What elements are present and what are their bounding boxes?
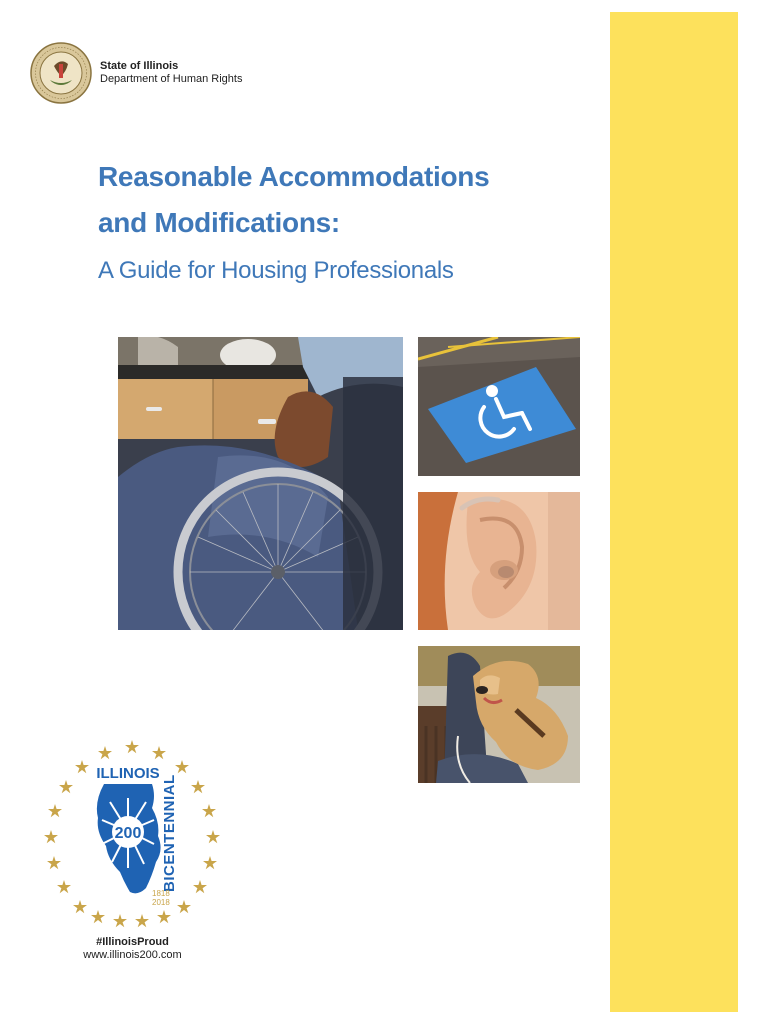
state-name: State of Illinois <box>100 60 179 72</box>
logo-bicentennial: BICENTENNIAL <box>161 774 178 892</box>
accessible-parking-photo <box>418 337 580 476</box>
page-subtitle: A Guide for Housing Professionals <box>98 257 454 284</box>
hearing-aid-photo <box>418 492 580 630</box>
title-line-1: Reasonable Accommodations <box>98 161 490 192</box>
logo-number: 200 <box>114 825 142 842</box>
hashtag: #IllinoisProud <box>96 936 169 948</box>
illinois-bicentennial-logo <box>34 736 230 928</box>
state-seal-logo <box>30 42 92 104</box>
service-dog-photo <box>418 646 580 783</box>
footer-campaign <box>60 936 205 962</box>
agency-header <box>100 60 242 86</box>
page-title <box>98 154 608 246</box>
logo-year-end: 2018 <box>152 898 170 907</box>
website-link[interactable]: www.illinois200.com <box>83 949 182 961</box>
logo-state-name: ILLINOIS <box>96 765 160 782</box>
yellow-side-band <box>610 12 738 1012</box>
department-name: Department of Human Rights <box>100 73 243 85</box>
logo-year-start: 1818 <box>152 889 170 898</box>
seal-icon <box>30 42 92 104</box>
wheelchair-photo <box>118 337 403 630</box>
title-line-2: and Modifications: <box>98 207 340 238</box>
